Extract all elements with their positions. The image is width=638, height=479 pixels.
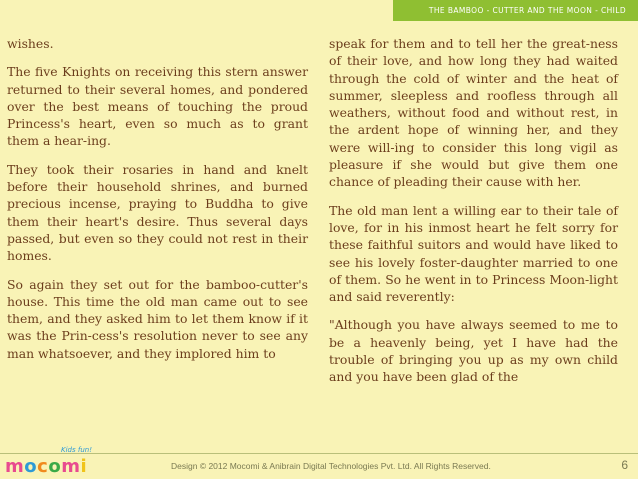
logo-letter: o	[48, 456, 62, 477]
paragraph: They took their rosaries in hand and knelt before their household shrines, and burned precious incense, praying to Buddha to give them their heart's desire. Thus several days passed, but even so they could not rest in their homes.	[7, 161, 308, 264]
paragraph: The five Knights on receiving this stern answer returned to their several homes, and pondered over the best means of touching the proud Princess's heart, even so much as to grant them a hear-ing.	[7, 64, 308, 149]
logo-tagline: Kids fun!	[61, 446, 92, 454]
right-column	[329, 35, 618, 386]
logo-letter: o	[24, 456, 38, 477]
footer-divider	[0, 453, 638, 454]
logo-letter: i	[80, 456, 88, 477]
paragraph: So again they set out for the bamboo-cutter's house. This time the old man came out to see them, and they asked him to let them know if it was the Prin-cess's resolution never to see any man whatsoever, and they implored him to	[7, 276, 308, 361]
paragraph: The old man lent a willing ear to their tale of love, for in his inmost heart he felt sorry for these faithful suitors and would have liked to see his lovely foster-daughter married to one of them. So he went in to Princess Moon-light and said reverently:	[329, 202, 618, 305]
header-bar	[393, 0, 638, 21]
logo-letter: m	[61, 456, 81, 477]
mocomi-logo[interactable]	[5, 446, 95, 477]
logo-letter: m	[5, 456, 25, 477]
running-title: THE BAMBOO - CUTTER AND THE MOON - CHILD	[428, 6, 626, 15]
paragraph: wishes.	[7, 36, 54, 51]
left-column	[7, 35, 308, 362]
copyright-notice: Design © 2012 Mocomi & Anibrain Digital Technologies Pvt. Ltd. All Rights Reserved.	[171, 461, 491, 471]
logo-letter: c	[37, 456, 49, 477]
logo-wordmark	[5, 456, 87, 477]
page-number: 6	[621, 458, 628, 472]
paragraph: speak for them and to tell her the great-ness of their love, and how long they had waited through the cold of winter and the heat of summer, sleepless and roofless through all weathers, without food and without rest, in the ardent hope of winning her, and they were will-ing to consider this long vigil as pleasure if she would but give them one chance of pleading their cause with her.	[329, 36, 618, 190]
paragraph: "Although you have always seemed to me to be a heavenly being, yet I have had the trouble of bringing you up as my own child and you have been glad of the	[329, 317, 618, 385]
